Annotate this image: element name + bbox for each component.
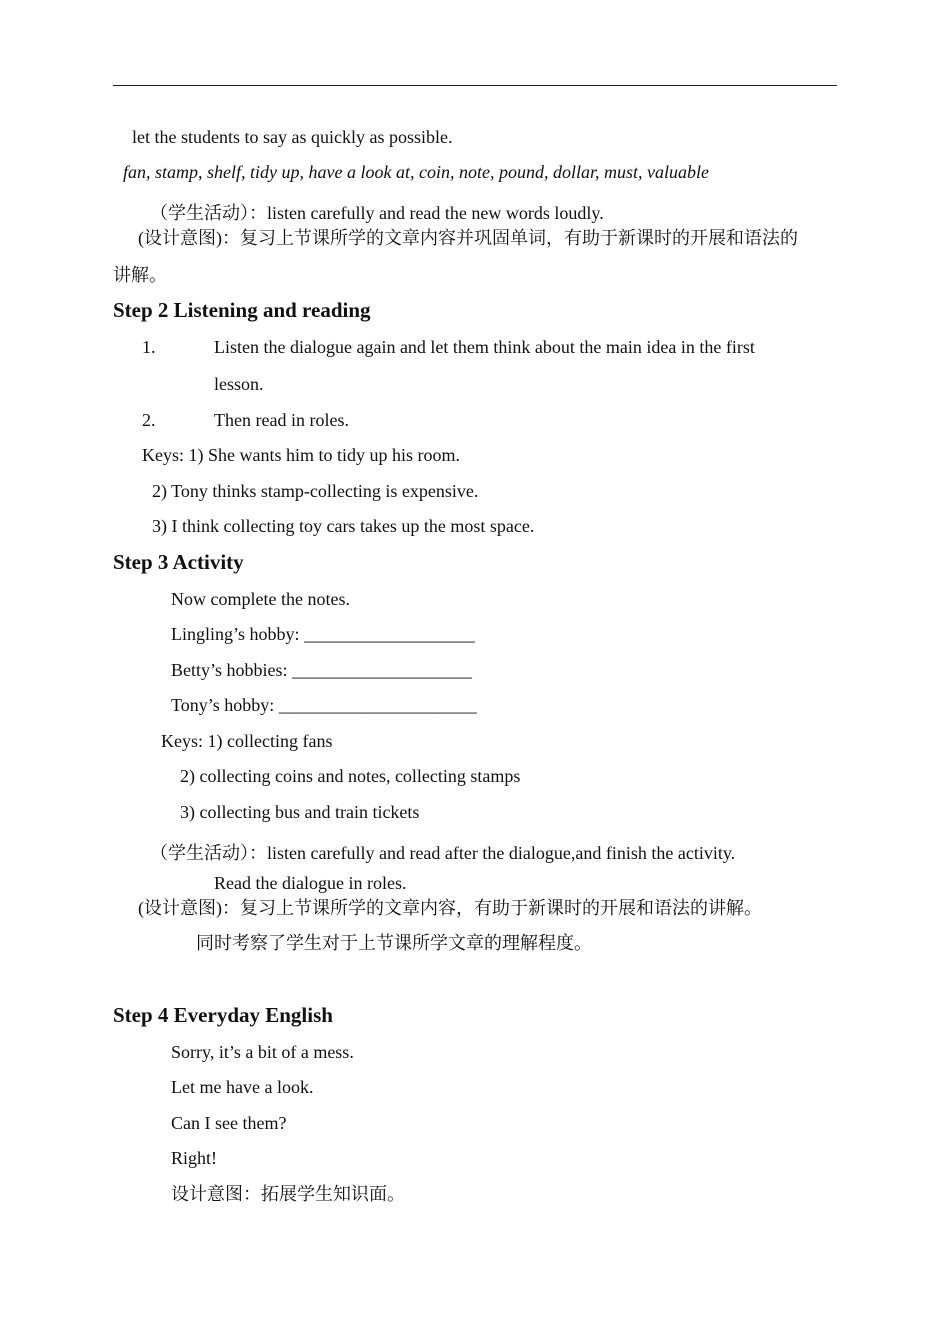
phrase: Let me have a look. <box>171 1077 314 1097</box>
header-rule <box>113 85 837 86</box>
note-blank: Betty’s hobbies: ____________________ <box>171 660 472 680</box>
notes-intro: Now complete the notes. <box>171 589 350 609</box>
design-intent: 设计意图：拓展学生知识面。 <box>171 1184 405 1204</box>
step2-heading: Step 2 Listening and reading <box>113 298 371 322</box>
key-answer: 2) Tony thinks stamp-collecting is expensive. <box>152 481 479 501</box>
note-blank: Tony’s hobby: ______________________ <box>171 695 477 715</box>
key-answer: 2) collecting coins and notes, collecting stamps <box>180 766 521 786</box>
list-number: 2. <box>142 410 156 430</box>
design-intent-continued: 同时考察了学生对于上节课所学文章的理解程度。 <box>196 933 592 953</box>
step3-heading: Step 3 Activity <box>113 550 244 574</box>
phrase: Can I see them? <box>171 1113 287 1133</box>
vocabulary-list: fan, stamp, shelf, tidy up, have a look at, coin, note, pound, dollar, must, valuable <box>123 162 709 182</box>
list-item-text: Then read in roles. <box>214 410 349 430</box>
key-answer: Keys: 1) collecting fans <box>161 731 333 751</box>
phrase: Right! <box>171 1148 218 1168</box>
design-intent-continued: 讲解。 <box>113 265 167 285</box>
list-number: 1. <box>142 337 156 357</box>
list-item-text: Listen the dialogue again and let them think about the main idea in the first <box>214 337 755 357</box>
student-activity: （学生活动）：listen carefully and read after the dialogue,and finish the activity. <box>150 843 736 863</box>
phrase: Sorry, it’s a bit of a mess. <box>171 1042 354 1062</box>
key-answer: Keys: 1) She wants him to tidy up his room. <box>142 445 460 465</box>
student-activity: （学生活动）：listen carefully and read the new words loudly. <box>150 203 604 223</box>
list-item-text-continued: lesson. <box>214 374 264 394</box>
note-blank: Lingling’s hobby: ___________________ <box>171 624 476 644</box>
student-activity-continued: Read the dialogue in roles. <box>214 873 407 893</box>
step4-heading: Step 4 Everyday English <box>113 1003 333 1027</box>
design-intent: (设计意图)：复习上节课所学的文章内容，有助于新课时的开展和语法的讲解。 <box>138 898 762 918</box>
key-answer: 3) I think collecting toy cars takes up the most space. <box>152 516 535 536</box>
design-intent: (设计意图)：复习上节课所学的文章内容并巩固单词，有助于新课时的开展和语法的 <box>138 228 798 248</box>
key-answer: 3) collecting bus and train tickets <box>180 802 420 822</box>
recap-instruction: let the students to say as quickly as possible. <box>132 127 453 147</box>
